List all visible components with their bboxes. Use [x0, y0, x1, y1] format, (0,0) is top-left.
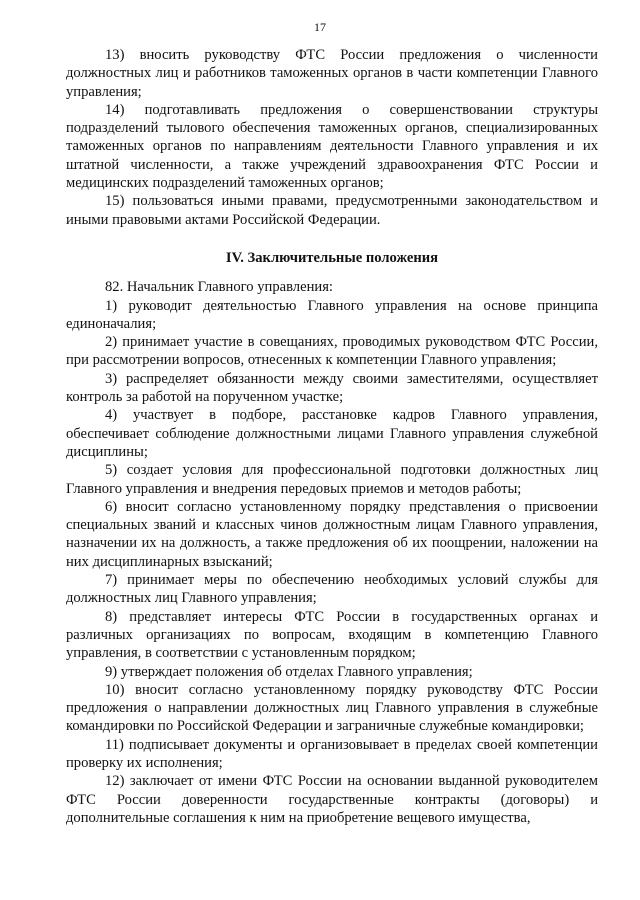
list-item-5: 5) создает условия для профессиональной подготовки должностных лиц Главного управления и внедрения передовых приемов и методов работы;: [66, 462, 598, 497]
list-item-9: 9) утверждает положения об отделах Главного управления;: [105, 663, 473, 680]
list-item-10: 10) вносит согласно установленному порядку руководству ФТС России предложения о направлении должностных лиц Главного управления в служебные командировки по Российской Федерации и заграничные служебные командировки;: [66, 681, 598, 735]
paragraph-13: 13) вносить руководству ФТС России предложения о численности должностных лиц и работников таможенных органов в части компетенции Главного управления;: [66, 47, 598, 100]
list-item-8: 8) представляет интересы ФТС России в государственных органах и различных организациях по вопросам, входящим в компетенцию Главного управления, в соответствии с установленным порядком;: [66, 608, 598, 662]
list-item-1: 1) руководит деятельностью Главного управления на основе принципа единоначалия;: [66, 297, 598, 332]
section-heading: IV. Заключительные положения: [225, 249, 439, 266]
list-item-6: 6) вносит согласно установленному порядку представления о присвоении специальных званий и классных чинов должностным лицам Главного управления, назначении их на должность, а также предложения об их поощрении, наложении на них дисциплинарных взысканий;: [66, 498, 598, 570]
list-item-12: 12) заключает от имени ФТС России на основании выданной руководителем ФТС России доверенности государственные контракты (договоры) и дополнительные соглашения к ним на приобретение вещевого имущества,: [66, 773, 598, 826]
paragraph-14: 14) подготавливать предложения о совершенствовании структуры подразделений тылового обеспечения таможенных органов, специализированных таможенных органов по направлениям деятельности Главного управления и их штатной численности, а также учреждений здравоохранения ФТС России и медицинских подразделений таможенных органов;: [66, 101, 598, 192]
list-item-7: 7) принимает меры по обеспечению необходимых условий службы для должностных лиц Главного управления;: [66, 572, 598, 607]
document-body: [66, 46, 598, 827]
list-item-11: 11) подписывает документы и организовывает в пределах своей компетенции проверку их исполнения;: [66, 736, 598, 771]
list-item-2: 2) принимает участие в совещаниях, проводимых руководством ФТС России, при рассмотрении вопросов, отнесенных к компетенции Главного управления;: [66, 334, 598, 369]
paragraph-15: 15) пользоваться иными правами, предусмотренными законодательством и иными правовыми актами Российской Федерации.: [66, 193, 598, 228]
list-item-4: 4) участвует в подборе, расстановке кадров Главного управления, обеспечивает соблюдение должностными лицами Главного управления служебной дисциплины;: [66, 407, 598, 460]
paragraph-82-intro: 82. Начальник Главного управления:: [105, 279, 333, 296]
page-number: 17: [314, 20, 326, 34]
list-item-3: 3) распределяет обязанности между своими заместителями, осуществляет контроль за работой на порученном участке;: [66, 370, 598, 406]
